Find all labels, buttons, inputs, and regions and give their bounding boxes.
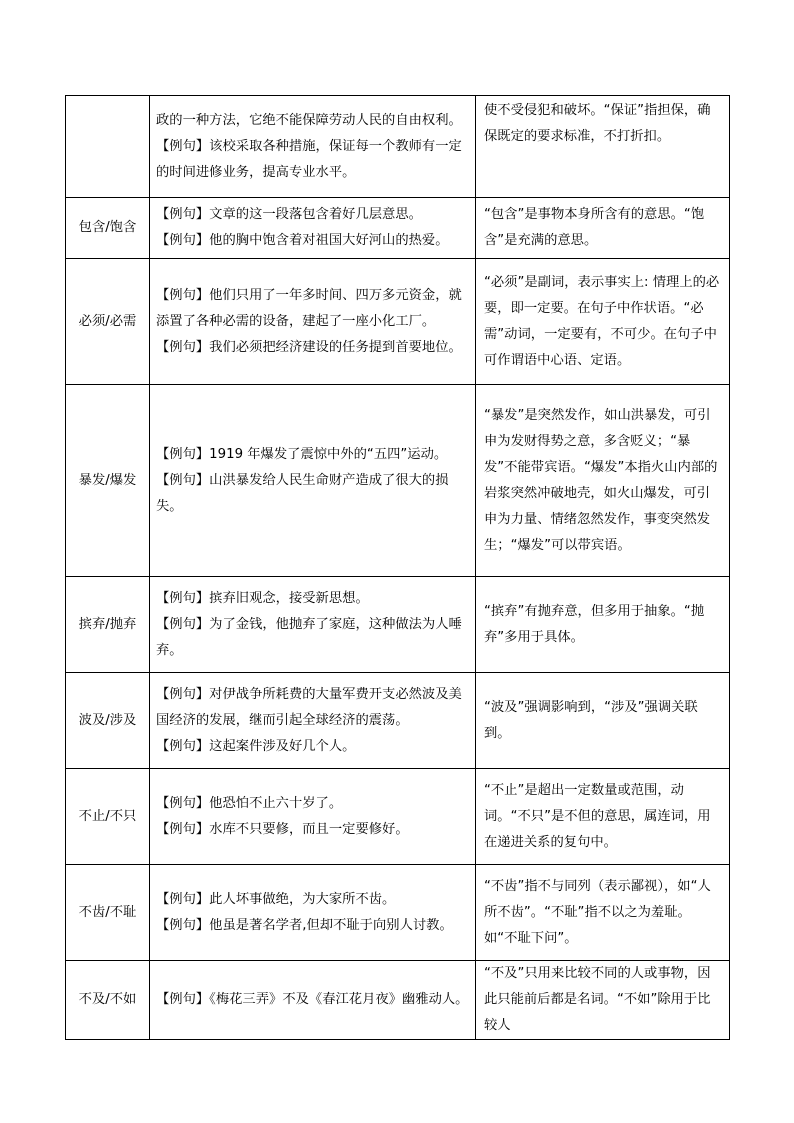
- explanation-cell: [476, 259, 730, 385]
- table-row: [66, 961, 730, 1040]
- explanation-text: “包含”是事物本身所含有的意思。“饱含”是充满的意思。: [484, 207, 705, 248]
- example-sentence: 【例句】山洪暴发给人民生命财产造成了很大的损失。: [156, 472, 449, 514]
- term-cell: 波及/涉及: [66, 673, 150, 769]
- examples-cell: [150, 577, 476, 673]
- example-sentence: 【例句】摈弃旧观念，接受新思想。: [156, 590, 369, 606]
- table-row: [66, 96, 730, 198]
- table-row: [66, 198, 730, 259]
- examples-cell: [150, 385, 476, 577]
- example-sentence: 【例句】对伊战争所耗费的大量军费开支必然波及美国经济的发展，继而引起全球经济的震荡。: [156, 686, 462, 728]
- example-sentence: 【例句】《梅花三弄》不及《春江花月夜》幽雅动人。: [156, 992, 469, 1007]
- word-comparison-table: [65, 95, 730, 1040]
- example-sentence: 【例句】他恐怕不止六十岁了。: [156, 795, 343, 811]
- term-cell: [66, 96, 150, 198]
- explanation-text: “不齿”指不与同列（表示鄙视），如“人所不齿”。“不耻”指不以之为羞耻。如“不耻下问”。: [484, 878, 711, 946]
- explanation-text: “不及”只用来比较不同的人或事物，因此只能前后都是名词。“不如”除用于比较人: [484, 966, 711, 1033]
- table-row: [66, 673, 730, 769]
- example-sentence: 【例句】这起案件涉及好几个人。: [156, 738, 356, 754]
- term-cell: 不及/不如: [66, 961, 150, 1040]
- examples-cell: [150, 96, 476, 198]
- example-sentence: 政的一种方法，它绝不能保障劳动人民的自由权利。: [156, 112, 462, 128]
- examples-cell: [150, 865, 476, 961]
- example-sentence: 【例句】为了金钱，他抛弃了家庭，这种做法为人唾弃。: [156, 616, 462, 658]
- term-cell: 不齿/不耻: [66, 865, 150, 961]
- explanation-cell: [476, 769, 730, 865]
- table-row: [66, 865, 730, 961]
- example-sentence: 【例句】该校采取各种措施，保证每一个教师有一定的时间进修业务，提高专业水平。: [156, 138, 462, 180]
- explanation-cell: [476, 673, 730, 769]
- term-cell: 摈弃/抛弃: [66, 577, 150, 673]
- table-row: [66, 385, 730, 577]
- explanation-cell: [476, 865, 730, 961]
- examples-cell: [150, 673, 476, 769]
- examples-cell: [150, 198, 476, 259]
- example-sentence: 【例句】他虽是著名学者,但却不耻于向别人讨教。: [156, 917, 453, 933]
- explanation-text: “必须”是副词，表示事实上: 情理上的必要，即一定要。在句子中作状语。“必需”动词，一定要有，不可少。在句子中可作谓语中心语、定语。: [484, 274, 720, 368]
- example-sentence: 【例句】1919 年爆发了震惊中外的“五四”运动。: [156, 446, 448, 462]
- example-sentence: 【例句】他们只用了一年多时间、四万多元资金，就添置了各种必需的设备，建起了一座小化工厂。: [156, 287, 462, 329]
- term-cell: 必须/必需: [66, 259, 150, 385]
- examples-cell: [150, 769, 476, 865]
- table-row: [66, 577, 730, 673]
- example-sentence: 【例句】水库不只要修，而且一定要修好。: [156, 821, 409, 837]
- explanation-cell: [476, 198, 730, 259]
- example-sentence: 【例句】文章的这一段落包含着好几层意思。: [156, 207, 422, 222]
- term-cell: 暴发/爆发: [66, 385, 150, 577]
- examples-cell: [150, 259, 476, 385]
- explanation-cell: [476, 577, 730, 673]
- explanation-cell: [476, 96, 730, 198]
- example-sentence: 【例句】此人坏事做绝，为大家所不齿。: [156, 891, 396, 907]
- explanation-text: “摈弃”有抛弃意，但多用于抽象。“抛弃”多用于具体。: [484, 603, 705, 645]
- example-sentence: 【例句】我们必须把经济建设的任务提到首要地位。: [156, 339, 462, 355]
- explanation-text: “波及”强调影响到，“涉及”强调关联到。: [484, 699, 698, 741]
- example-sentence: 【例句】他的胸中饱含着对祖国大好河山的热爱。: [156, 233, 449, 248]
- explanation-text: “不止”是超出一定数量或范围，动词。“不只”是不但的意思，属连词，用在递进关系的复句中。: [484, 782, 711, 850]
- examples-cell: [150, 961, 476, 1040]
- term-cell: 包含/饱含: [66, 198, 150, 259]
- table-row: [66, 769, 730, 865]
- explanation-cell: [476, 385, 730, 577]
- explanation-text: “暴发”是突然发作，如山洪暴发，可引申为发财得势之意，多含贬义；“暴发”不能带宾语。“爆发”本指火山内部的岩浆突然冲破地壳，如火山爆发，可引申为力量、情绪忽然发作，事变突然发生；“爆发”可以带宾语。: [484, 407, 718, 553]
- table-row: [66, 259, 730, 385]
- explanation-cell: [476, 961, 730, 1040]
- explanation-text: 使不受侵犯和破坏。“保证”指担保，确保既定的要求标准，不打折扣。: [484, 103, 711, 144]
- term-cell: 不止/不只: [66, 769, 150, 865]
